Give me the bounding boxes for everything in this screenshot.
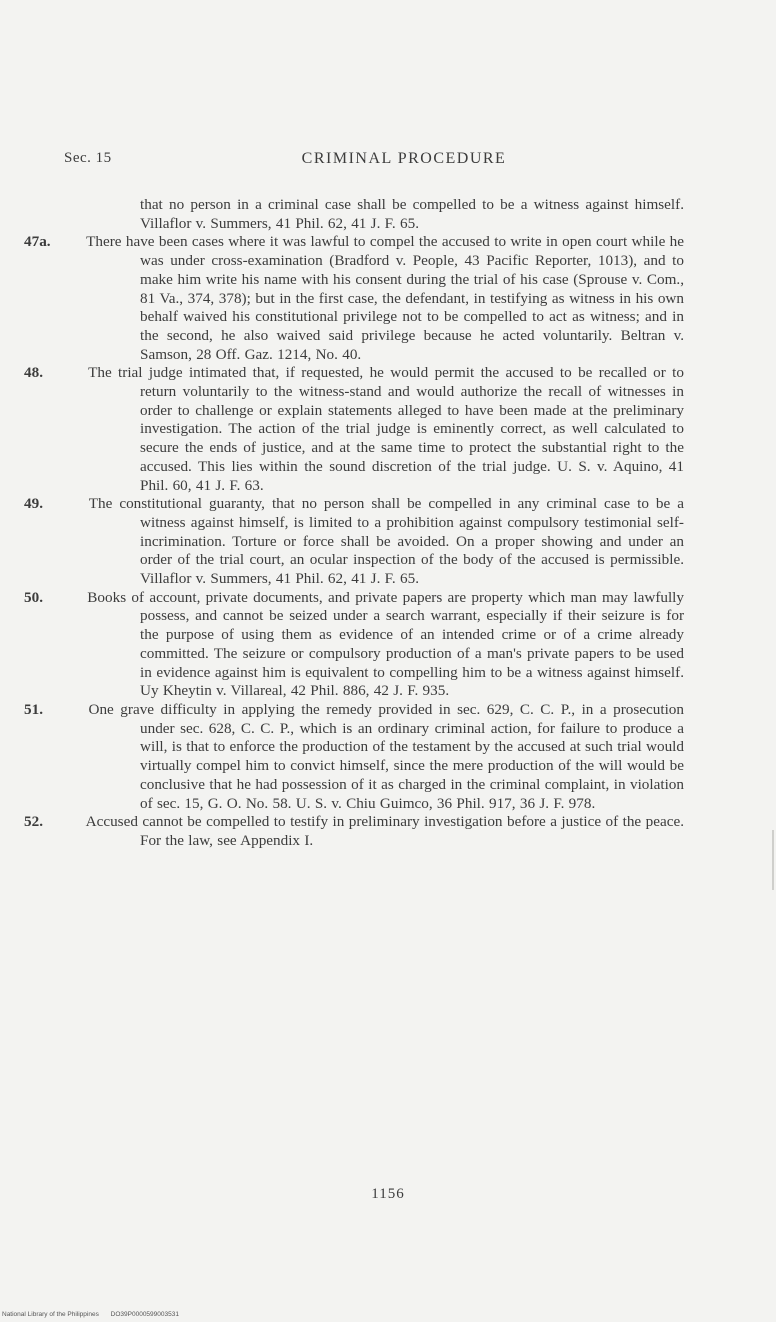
page-number: 1156: [371, 1186, 405, 1202]
note-text: Accused cannot be compelled to testify in preliminary investigation before a justice of the peace. For the law, see Appendix I.: [85, 813, 684, 849]
note-47a: 47a. There have been cases where it was lawful to compel the accused to write in open court while he was under cross-examination (Bradford v. People, 43 Pacific Reporter, 1013), and to make him write his name with his consent during the trial of his case (Sprouse v. Com., 81 Va., 374, 378); but in the first case, the defendant, in testifying as witness in his own behalf waived his constitutional privilege not to be compelled to act as witness; and in the second, he also waived said privilege because he acted voluntarily. Beltran v. Samson, 28 Off. Gaz. 1214, No. 40.: [24, 233, 684, 363]
archive-institution: National Library of the Philippines: [2, 1311, 99, 1318]
paragraph-continuation: [82, 196, 684, 233]
note-text: Books of account, private documents, and private papers are property which man may lawfully possess, and cannot be seized under a search warrant, especially if their seizure is for the purpose of using them as evidence of an intended crime or of a crime already committed. The seizure or compulsory production of a man's private papers to be used in evidence against him is equivalent to compelling him to be a witness against himself. Uy Kheytin v. Villareal, 42 Phil. 886, 42 J. F. 935.: [87, 588, 684, 700]
note-text: The constitutional guaranty, that no person shall be compelled in any criminal case to be a witness against himself, is limited to a prohibition against compulsory testimonial self-incrimination. Torture or force shall be avoided. On a proper showing and under an order of the trial court, an ocular inspection of the body of the accused is permissible. Villaflor v. Summers, 41 Phil. 62, 41 J. F. 65.: [88, 495, 684, 588]
note-text: There have been cases where it was lawful to compel the accused to write in open court while he was under cross-examination (Bradford v. People, 43 Pacific Reporter, 1013), and to make him write his name with his consent during the trial of his case (Sprouse v. Com., 81 Va., 374, 378); but in the first case, the defendant, in testifying as witness in his own behalf waived his constitutional privilege not to be compelled to act as witness; and in the second, he also waived said privilege because he acted voluntarily. Beltran v. Samson, 28 Off. Gaz. 1214, No. 40.: [86, 233, 684, 363]
section-label: Sec. 15: [64, 150, 112, 166]
running-head: [64, 150, 704, 174]
archive-stamp: [2, 1311, 189, 1318]
note-text: One grave difficulty in applying the remedy provided in sec. 629, C. C. P., in a prosecution under sec. 628, C. C. P., which is an ordinary criminal action, for failure to produce a will, is that to enforce the production of the testament by the accused at such trial would virtually compel him to convict himself, since the mere production of the will would be conclusive that he had possession of it as charged in the criminal complaint, in violation of sec. 15, G. O. No. 58. U. S. v. Chiu Guimco, 36 Phil. 917, 36 J. F. 978.: [88, 700, 684, 812]
page-title: CRIMINAL PROCEDURE: [301, 150, 507, 167]
note-48: 48. The trial judge intimated that, if requested, he would permit the accused to be recalled or to return voluntarily to the witness-stand and would authorize the recall of witnesses in order to challenge or explain statements alleged to have been made at the preliminary investigation. The action of the trial judge is eminently correct, as well calculated to secure the ends of justice, and at the same time to protect the substantial right to the accused. This lies within the sound discretion of the trial judge. U. S. v. Aquino, 41 Phil. 60, 41 J. F. 63.: [24, 364, 684, 494]
paragraph-text: that no person in a criminal case shall be compelled to be a witness against himself. Villaflor v. Summers, 41 Phil. 62, 41 J. F. 65.: [140, 196, 684, 232]
note-text: The trial judge intimated that, if requested, he would permit the accused to be recalled or to return voluntarily to the witness-stand and would authorize the recall of witnesses in order to challenge or explain statements alleged to have been made at the preliminary investigation. The action of the trial judge is eminently correct, as well calculated to secure the ends of justice, and at the same time to protect the substantial right to the accused. This lies within the sound discretion of the trial judge. U. S. v. Aquino, 41 Phil. 60, 41 J. F. 63.: [88, 364, 684, 494]
note-50: 50. Books of account, private documents, and private papers are property which man may lawfully possess, and cannot be seized under a search warrant, especially if their seizure is for the purpose of using them as evidence of an intended crime or of a crime already committed. The seizure or compulsory production of a man's private papers to be used in evidence against him is equivalent to compelling him to be a witness against himself. Uy Kheytin v. Villareal, 42 Phil. 886, 42 J. F. 935.: [24, 588, 684, 700]
scan-edge-mark: [772, 830, 774, 890]
note-51: 51. One grave difficulty in applying the remedy provided in sec. 629, C. C. P., in a prosecution under sec. 628, C. C. P., which is an ordinary criminal action, for failure to produce a will, is that to enforce the production of the testament by the accused at such trial would virtually compel him to convict himself, since the mere production of the will would be conclusive that he had possession of it as charged in the criminal complaint, in violation of sec. 15, G. O. No. 58. U. S. v. Chiu Guimco, 36 Phil. 917, 36 J. F. 978.: [24, 700, 684, 812]
note-49: 49. The constitutional guaranty, that no person shall be compelled in any criminal case to be a witness against himself, is limited to a prohibition against compulsory testimonial self-incrimination. Torture or force shall be avoided. On a proper showing and under an order of the trial court, an ocular inspection of the body of the accused is permissible. Villaflor v. Summers, 41 Phil. 62, 41 J. F. 65.: [24, 495, 684, 588]
note-52: 52. Accused cannot be compelled to testify in preliminary investigation before a justice of the peace. For the law, see Appendix I.: [24, 813, 684, 849]
page-body: [24, 196, 684, 851]
archive-id: DO39P0000599003531: [110, 1311, 179, 1318]
